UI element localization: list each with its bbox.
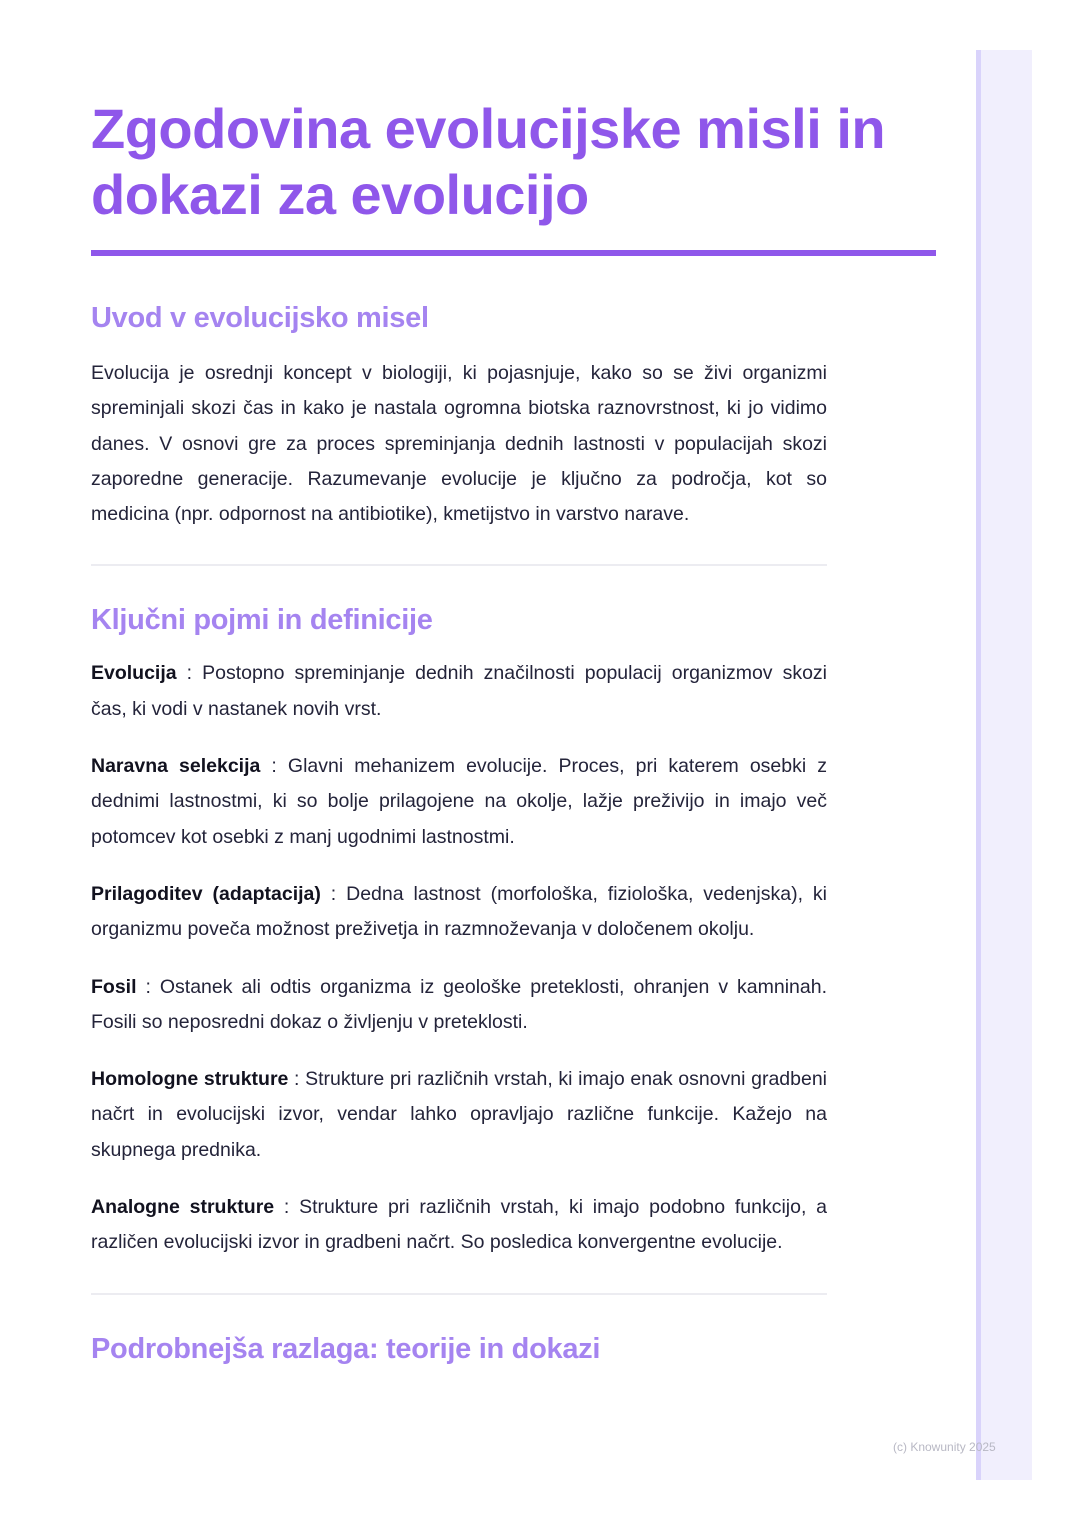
definition-term: Homologne strukture (91, 1068, 289, 1091)
definition-term: Analogne strukture (91, 1196, 275, 1219)
definition-item (91, 1062, 827, 1168)
definition-item (91, 877, 827, 948)
document-content (91, 296, 827, 1371)
section-intro-paragraph: Evolucija je osrednji koncept v biologiji, ki pojasnjuje, kako so se živi organizmi spreminjali skozi čas in kako je nastala ogromna biotska raznovrstnost, ki jo vidimo danes. V osnovi gre za proces spreminjanja dednih lastnosti v populacijah skozi zaporedne generacije. Razumevanje evolucije je ključno za področja, kot so medicina (npr. odpornost na antibiotike), kmetijstvo in varstvo narave. (91, 362, 827, 526)
section-heading-theories: Podrobnejša razlaga: teorije in dokazi (91, 1332, 601, 1365)
page-side-band-edge (976, 50, 981, 1480)
page-side-band (976, 50, 1032, 1480)
definition-text: : Postopno spreminjanje dednih značilnosti populacij organizmov skozi čas, ki vodi v nastanek novih vrst. (91, 662, 827, 720)
definition-text: : Strukture pri različnih vrstah, ki imajo podobno funkcijo, a različen evolucijski izvor in gradbeni načrt. So posledica konvergentne evolucije. (91, 1196, 827, 1254)
section-divider (91, 1293, 827, 1295)
definition-term: Naravna selekcija (91, 755, 261, 778)
definition-item (91, 749, 827, 855)
section-heading-intro: Uvod v evolucijsko misel (91, 302, 429, 334)
definition-text: : Ostanek ali odtis organizma iz geološke preteklosti, ohranjen v kamninah. Fosili so neposredni dokaz o življenju v preteklosti. (91, 975, 827, 1033)
definition-text: : Strukture pri različnih vrstah, ki imajo enak osnovni gradbeni načrt in evolucijski izvor, vendar lahko opravljajo različne funkcije. Kažejo na skupnega prednika. (91, 1068, 828, 1161)
definition-item (91, 1190, 827, 1261)
section-heading-key-terms: Ključni pojmi in definicije (91, 604, 433, 637)
section-divider (91, 564, 827, 566)
page-title: Zgodovina evolucijske misli in dokazi za evolucijo (91, 97, 886, 226)
definition-item (91, 656, 827, 727)
definition-term: Fosil (91, 975, 137, 998)
definition-term: Evolucija (91, 662, 177, 685)
definition-item (91, 970, 827, 1041)
title-underline (91, 250, 936, 256)
definition-term: Prilagoditev (adaptacija) (91, 882, 321, 905)
definition-text: : Dedna lastnost (morfološka, fiziološka, vedenjska), ki organizmu poveča možnost preživetja in razmnoževanja v določenem okolju. (91, 882, 827, 941)
copyright-notice: (c) Knowunity 2025 (893, 1440, 996, 1454)
definition-text: : Glavni mehanizem evolucije. Proces, pri katerem osebki z dednimi lastnostmi, ki so bolje prilagojene na okolje, lažje preživijo in imajo več potomcev kot osebki z manj ugodnimi lastnostmi. (91, 755, 828, 848)
